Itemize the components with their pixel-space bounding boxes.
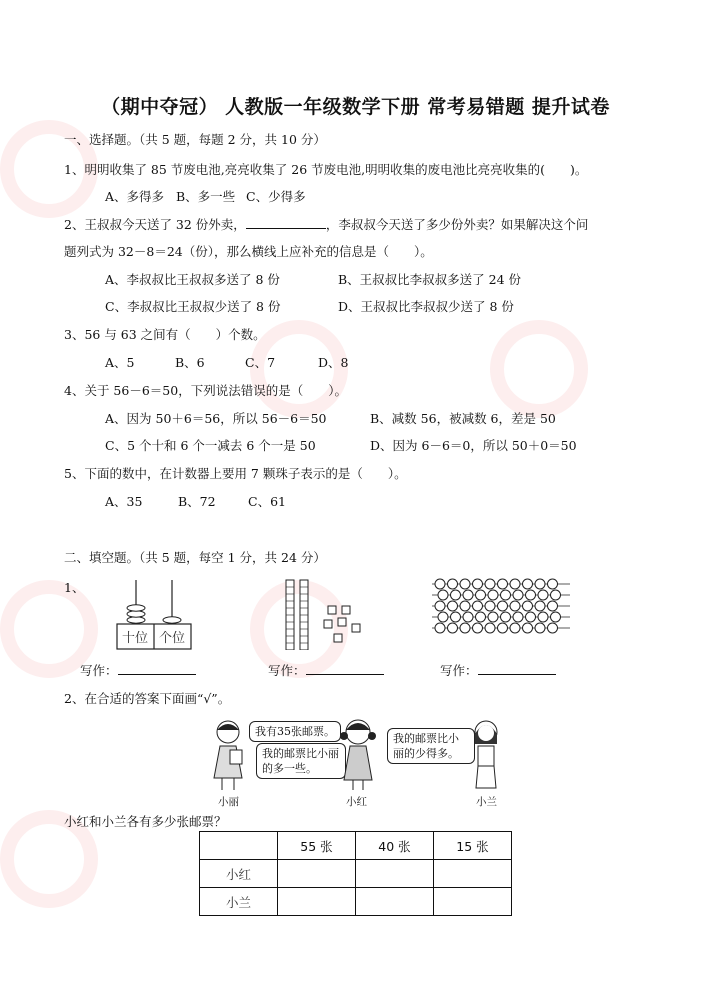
bead — [438, 612, 448, 622]
write-answer-2 — [268, 661, 384, 679]
girl-xiaohong-illustration — [336, 716, 380, 796]
table-header-cell: 15 张 — [434, 832, 512, 860]
row-label: 小红 — [200, 860, 278, 888]
bead — [473, 623, 483, 633]
bead — [451, 590, 461, 600]
table-row — [200, 860, 512, 888]
q2-text-part2: ，李叔叔今天送了多少份外卖？如果解决这个问 — [325, 217, 589, 232]
q5-option-b: B、72 — [178, 494, 216, 509]
answer-blank-3[interactable] — [478, 674, 556, 675]
bead — [485, 623, 495, 633]
q1-option-a: A、多得多 — [105, 189, 165, 204]
bead — [548, 579, 558, 589]
table-header-cell: 55 张 — [278, 832, 356, 860]
bead — [473, 579, 483, 589]
bead — [485, 579, 495, 589]
fill-q2-text: 2、在合适的答案下面画“√”。 — [64, 691, 231, 706]
unit-cube — [338, 618, 346, 626]
q2-option-a: A、李叔叔比王叔叔多送了 8 份 — [105, 272, 280, 287]
bead — [498, 601, 508, 611]
bead — [438, 590, 448, 600]
speech-bubble-xiaolan: 我的邮票比小丽的少得多。 — [387, 728, 475, 764]
bead — [460, 623, 470, 633]
bead — [435, 601, 445, 611]
answer-blank-1[interactable] — [118, 674, 196, 675]
bead — [435, 579, 445, 589]
bead — [488, 612, 498, 622]
write-answer-1 — [80, 661, 196, 679]
abacus-bead — [127, 617, 145, 623]
bead — [513, 590, 523, 600]
table-header-row — [200, 832, 512, 860]
bead — [535, 579, 545, 589]
bead — [448, 601, 458, 611]
question-3-text: 3、56 与 63 之间有（ ）个数。 — [64, 327, 266, 342]
place-value-blocks — [280, 578, 380, 650]
question-1-text: 1、明明收集了 85 节废电池,亮亮收集了 26 节废电池,明明收集的废电池比亮亮收集的( )。 — [64, 162, 588, 177]
bead — [476, 590, 486, 600]
girl-xiaolan-illustration — [466, 716, 506, 796]
bead — [551, 590, 561, 600]
q3-option-c: C、7 — [245, 355, 276, 370]
bead — [501, 612, 511, 622]
bead — [535, 601, 545, 611]
bead — [513, 612, 523, 622]
bead — [501, 590, 511, 600]
fill-q1-number: 1、 — [64, 580, 85, 595]
bead — [473, 601, 483, 611]
bead — [551, 612, 561, 622]
answer-cell[interactable] — [434, 888, 512, 916]
bead — [526, 612, 536, 622]
abacus-diagram — [110, 578, 200, 650]
bead — [523, 579, 533, 589]
question-5-text: 5、下面的数中，在计数器上要用 7 颗珠子表示的是（ ）。 — [64, 466, 407, 481]
bead — [523, 601, 533, 611]
q4-option-d: D、因为 6－6＝0，所以 50＋0＝50 — [370, 438, 577, 453]
answer-blank-2[interactable] — [306, 674, 384, 675]
bead — [548, 623, 558, 633]
table-header-cell — [200, 832, 278, 860]
bead — [451, 612, 461, 622]
abacus-bead — [163, 617, 181, 623]
q5-option-a: A、35 — [105, 494, 143, 509]
q4-option-a: A、因为 50＋6＝56，所以 56－6＝50 — [105, 411, 327, 426]
table-row — [200, 888, 512, 916]
bead — [485, 601, 495, 611]
q2-option-b: B、王叔叔比李叔叔多送了 24 份 — [338, 272, 522, 287]
name-xiaohong: 小红 — [346, 796, 367, 808]
bead — [460, 579, 470, 589]
bead — [463, 590, 473, 600]
bead — [535, 623, 545, 633]
answer-cell[interactable] — [278, 860, 356, 888]
bead — [548, 601, 558, 611]
answer-cell[interactable] — [356, 860, 434, 888]
name-xiaolan: 小兰 — [476, 796, 497, 808]
write-label-1: 写作： — [80, 663, 118, 678]
bead — [488, 590, 498, 600]
q3-option-a: A、5 — [105, 355, 135, 370]
row-label: 小兰 — [200, 888, 278, 916]
q2-blank[interactable] — [246, 228, 326, 229]
stamp-answer-table — [199, 831, 512, 916]
write-answer-3 — [440, 661, 556, 679]
unit-cube — [324, 620, 332, 628]
write-label-2: 写作： — [268, 663, 306, 678]
bead — [538, 612, 548, 622]
bead — [498, 623, 508, 633]
bead — [510, 579, 520, 589]
answer-cell[interactable] — [434, 860, 512, 888]
bead — [476, 612, 486, 622]
q4-option-c: C、5 个十和 6 个一减去 6 个一是 50 — [105, 438, 316, 453]
write-label-3: 写作： — [440, 663, 478, 678]
bead — [538, 590, 548, 600]
q5-option-c: C、61 — [248, 494, 286, 509]
abacus-bead — [127, 605, 145, 611]
name-xiaoli: 小丽 — [218, 796, 239, 808]
q2-text-part1: 2、王叔叔今天送了 32 份外卖， — [64, 217, 246, 232]
ones-label: 个位 — [158, 631, 186, 646]
bead — [448, 623, 458, 633]
section2-heading: 二、填空题。（共 5 题，每空 1 分，共 24 分） — [64, 550, 326, 565]
bead — [460, 601, 470, 611]
bead — [463, 612, 473, 622]
question-4-text: 4、关于 56－6＝50，下列说法错误的是（ ）。 — [64, 383, 347, 398]
stamp-question: 小红和小兰各有多少张邮票？ — [64, 814, 227, 829]
bead — [510, 601, 520, 611]
bead — [448, 579, 458, 589]
q4-option-b: B、减数 56，被减数 6，差是 50 — [370, 411, 556, 426]
unit-cube — [334, 634, 342, 642]
page-title: （期中夺冠） 人教版一年级数学下册 常考易错题 提升试卷 — [101, 96, 610, 118]
unit-cube — [328, 606, 336, 614]
speech-bubble-xiaoli: 我有35张邮票。 — [249, 721, 341, 742]
bead-strings-diagram — [430, 578, 580, 638]
bead — [510, 623, 520, 633]
section1-heading: 一、选择题。（共 5 题，每题 2 分，共 10 分） — [64, 132, 326, 147]
tens-label: 十位 — [121, 631, 149, 646]
unit-cube — [352, 624, 360, 632]
question-2-line2: 题列式为 32－8＝24（份），那么横线上应补充的信息是（ ）。 — [64, 244, 433, 259]
bead — [526, 590, 536, 600]
abacus-bead — [127, 611, 145, 617]
answer-cell[interactable] — [356, 888, 434, 916]
answer-cell[interactable] — [278, 888, 356, 916]
q3-option-b: B、6 — [175, 355, 205, 370]
table-header-cell: 40 张 — [356, 832, 434, 860]
q2-option-d: D、王叔叔比李叔叔少送了 8 份 — [338, 299, 514, 314]
q1-option-b: B、多一些 — [176, 189, 236, 204]
q3-option-d: D、8 — [318, 355, 349, 370]
bead — [435, 623, 445, 633]
q1-option-c: C、少得多 — [246, 189, 306, 204]
unit-cube — [342, 606, 350, 614]
bead — [498, 579, 508, 589]
q2-option-c: C、李叔叔比王叔叔少送了 8 份 — [105, 299, 281, 314]
speech-bubble-xiaohong: 我的邮票比小丽的多一些。 — [256, 743, 346, 779]
question-2-text — [64, 215, 588, 233]
bead — [523, 623, 533, 633]
